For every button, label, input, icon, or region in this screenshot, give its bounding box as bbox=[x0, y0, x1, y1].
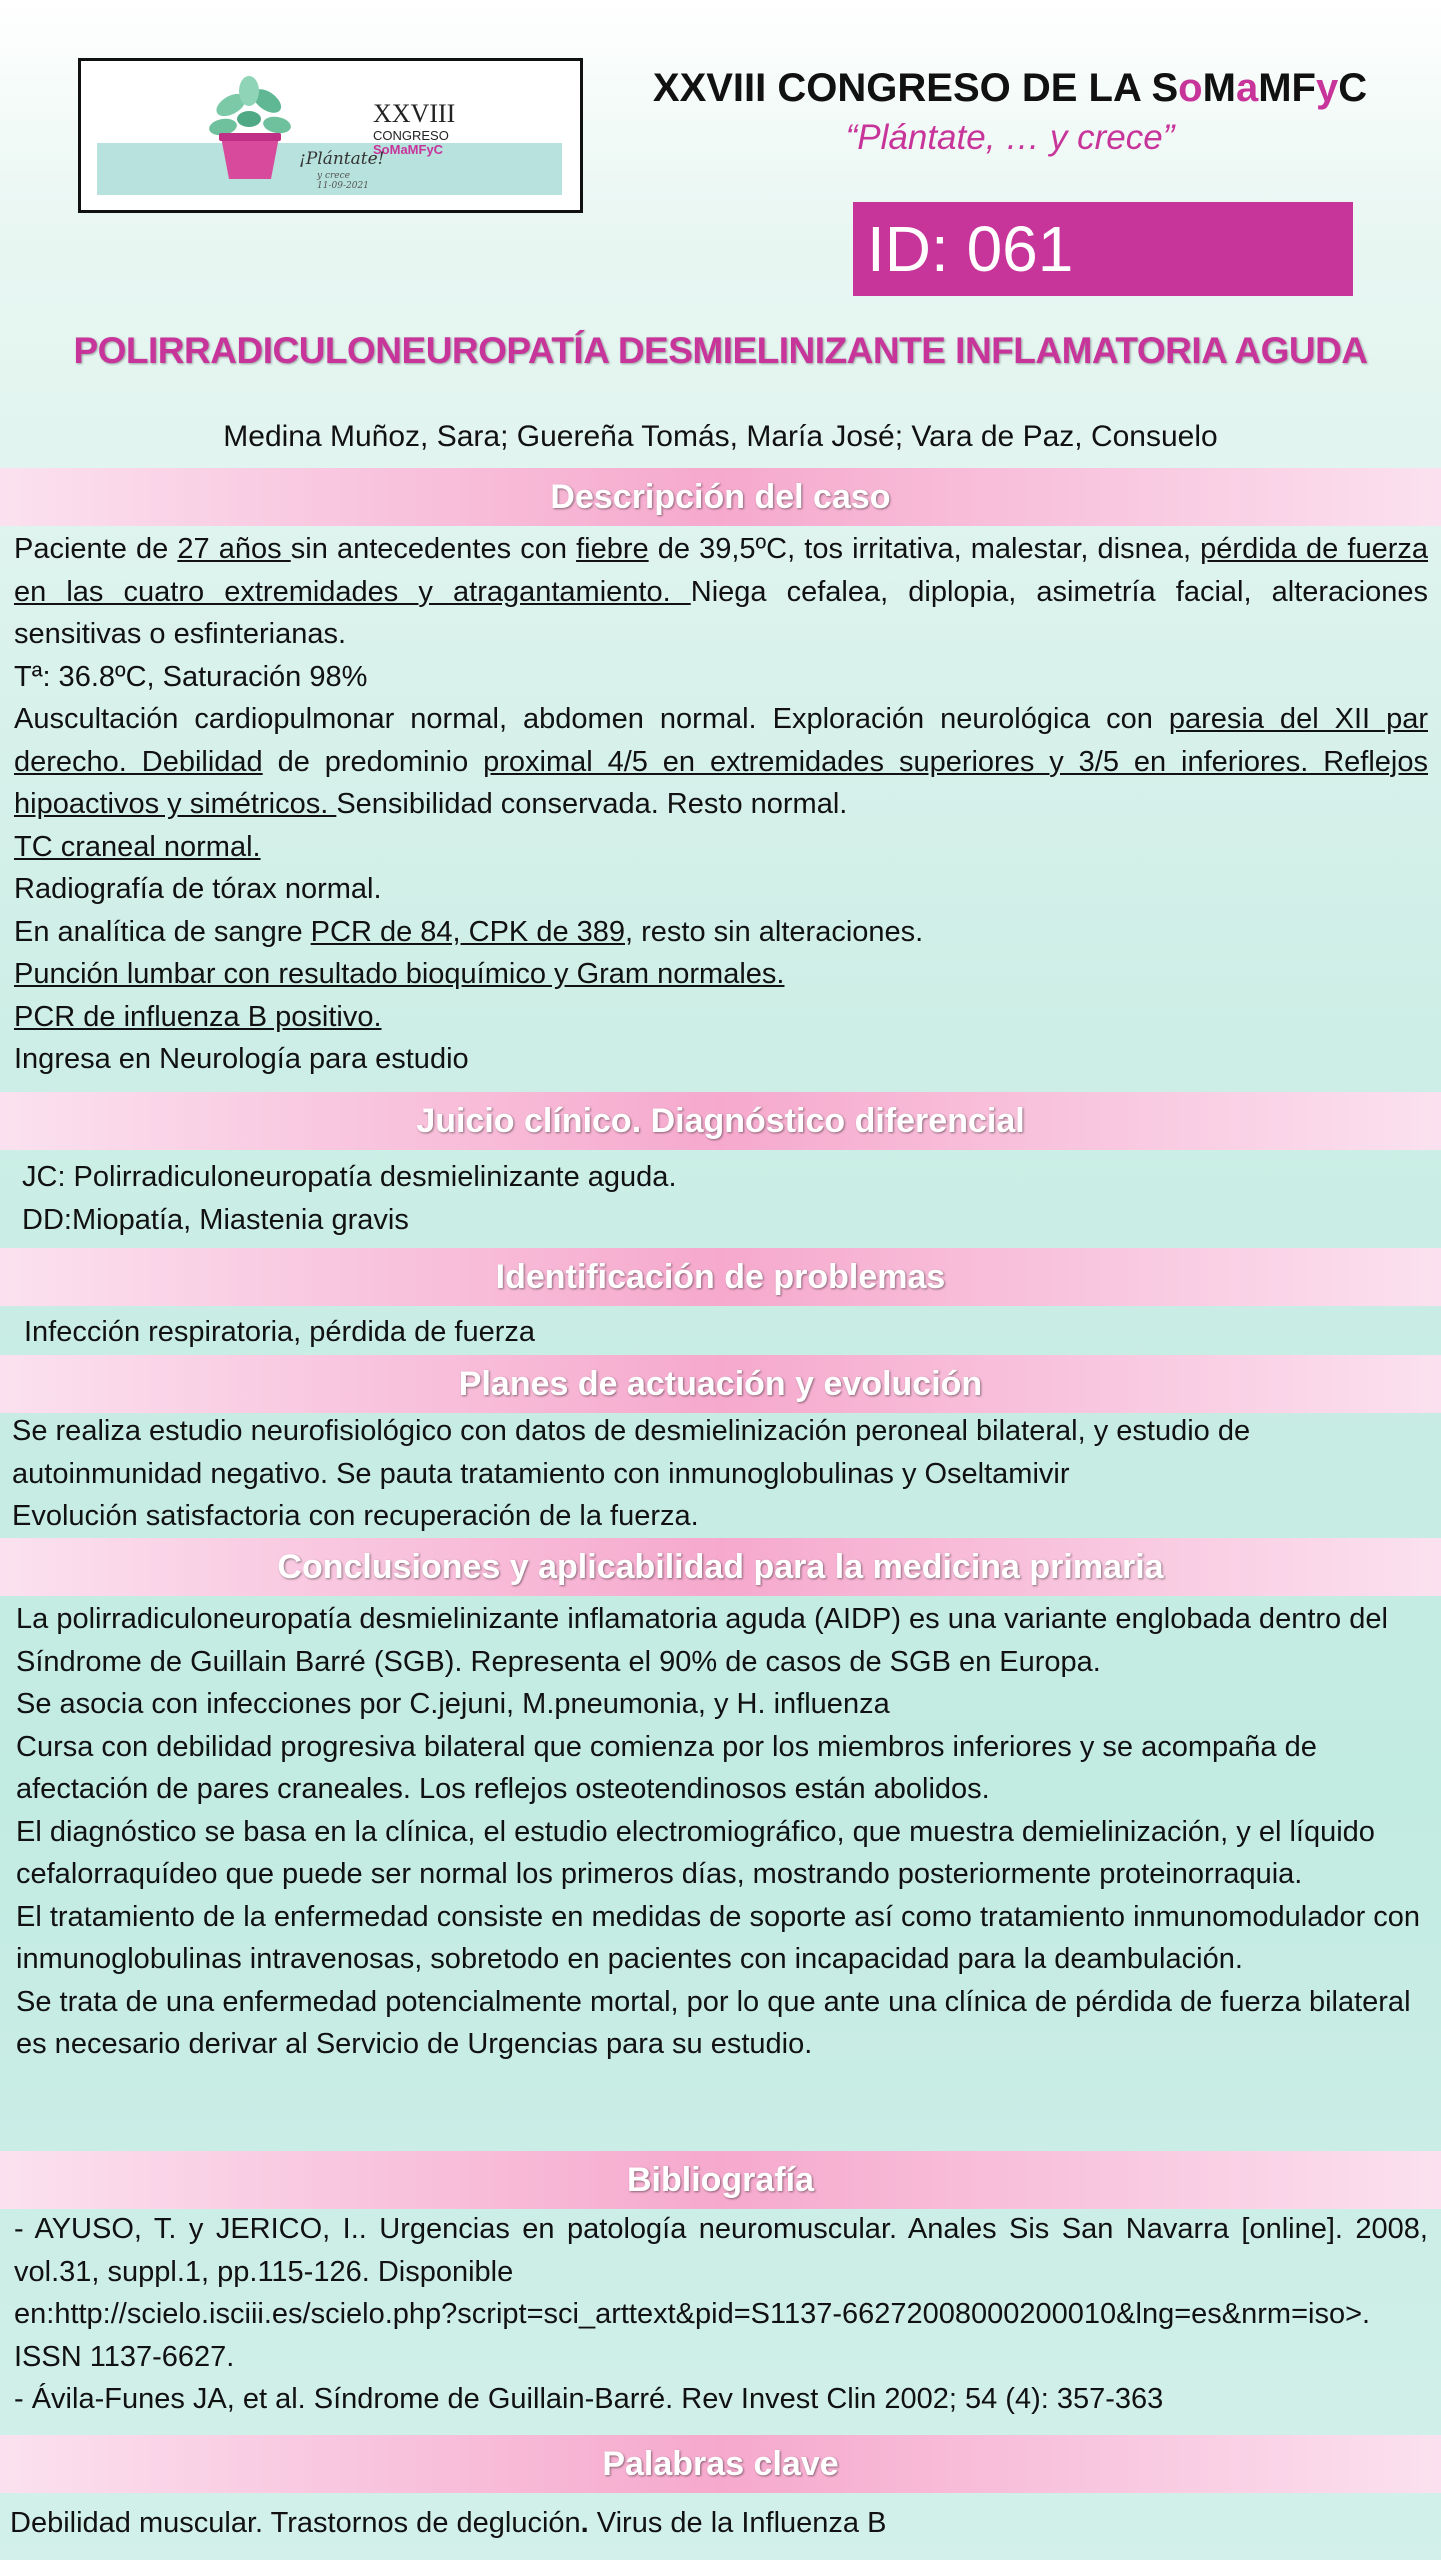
conference-motto: “Plántate, … y crece” bbox=[845, 118, 1175, 157]
section-heading-conclusiones: Conclusiones y aplicabilidad para la medicina primaria bbox=[0, 1538, 1441, 1596]
section-juicio bbox=[22, 1156, 1422, 1241]
section-heading-planes: Planes de actuación y evolución bbox=[0, 1355, 1441, 1413]
poster-id-badge: ID: 061 bbox=[853, 202, 1353, 296]
congress-logo bbox=[78, 58, 583, 213]
section-conclusiones bbox=[16, 1598, 1428, 2066]
planes-evolucion: Evolución satisfactoria con recuperación de la fuerza. bbox=[12, 1500, 699, 1532]
conclusiones-p3: Cursa con debilidad progresiva bilateral que comienza por los miembros inferiores y se acompaña de afectación de pares craneales. Los reflejos osteotendinosos están abolidos. bbox=[16, 1730, 1317, 1805]
section-heading-bibliografia: Bibliografía bbox=[0, 2151, 1441, 2209]
section-identificacion bbox=[24, 1311, 1424, 1354]
bib-ref-2: - Ávila-Funes JA, et al. Síndrome de Guillain-Barré. Rev Invest Clin 2002; 54 (4): 357-363 bbox=[14, 2383, 1164, 2415]
planes-text: Se realiza estudio neurofisiológico con datos de desmielinización peroneal bilateral, y estudio de autoinmunidad negativo. Se pauta tratamiento con inmunoglobulinas y Oseltamivir bbox=[12, 1415, 1251, 1490]
desc-paragraph-1: Paciente de 27 años sin antecedentes con fiebre de 39,5ºC, tos irritativa, malestar, disnea, pérdida de fuerza en las cuatro extremidades y atragantamiento. Niega cefalea, diplopia, asimetría facial, alteraciones sensitivas o esfinterianas. bbox=[14, 533, 1429, 650]
conclusiones-p5: El tratamiento de la enfermedad consiste en medidas de soporte así como tratamiento inmunomodulador con inmunoglobulinas intravenosas, sobretodo en pacientes con incapacidad para la deambulación. bbox=[16, 1900, 1421, 1975]
juicio-dd: DD:Miopatía, Miastenia gravis bbox=[22, 1203, 409, 1236]
plant-pot-icon bbox=[209, 75, 291, 185]
conclusiones-p4: El diagnóstico se basa en la clínica, el estudio electromiográfico, que muestra demielinización, y el líquido cefalorraquídeo que puede ser normal los primeros días, mostrando posteriormente proteinorraquia. bbox=[16, 1815, 1375, 1890]
desc-pcr-influenza: PCR de influenza B positivo. bbox=[14, 1000, 382, 1033]
desc-labs: En analítica de sangre PCR de 84, CPK de 389, resto sin alteraciones. bbox=[14, 915, 924, 948]
bib-ref-1-url: en:http://scielo.isciii.es/scielo.php?script=sci_arttext&pid=S1137-66272008000200010&lng=es&nrm=iso>. ISSN 1137-6627. bbox=[14, 2298, 1371, 2373]
poster-title: POLIRRADICULONEUROPATÍA DESMIELINIZANTE INFLAMATORIA AGUDA bbox=[73, 330, 1368, 371]
palabras-clave-text: Debilidad muscular. Trastornos de deglución. Virus de la Influenza B bbox=[10, 2507, 887, 2539]
conclusiones-p1: La polirradiculoneuropatía desmielinizante inflamatoria aguda (AIDP) es una variante englobada dentro del Síndrome de Guillain Barré (SGB). Representa el 90% de casos de SGB en Europa. bbox=[16, 1603, 1388, 1678]
section-heading-identificacion: Identificación de problemas bbox=[0, 1248, 1441, 1306]
desc-lumbar: Punción lumbar con resultado bioquímico y Gram normales. bbox=[14, 958, 785, 990]
logo-congreso-text: XXVIII CONGRESO SoMaMFyC bbox=[373, 99, 456, 157]
section-heading-descripcion: Descripción del caso bbox=[0, 468, 1441, 526]
desc-xray: Radiografía de tórax normal. bbox=[14, 873, 382, 905]
desc-vitals: Tª: 36.8ºC, Saturación 98% bbox=[14, 660, 368, 693]
section-bibliografia bbox=[14, 2208, 1428, 2421]
identificacion-text: Infección respiratoria, pérdida de fuerza bbox=[24, 1316, 536, 1348]
desc-exploration: Auscultación cardiopulmonar normal, abdomen normal. Exploración neurológica con paresia del XII par derecho. Debilidad de predominio proximal 4/5 en extremidades superiores y 3/5 en inferiores. Reflejos hipoactivos y simétricos. Sensibilidad conservada. Resto normal. bbox=[14, 703, 1429, 820]
authors: Medina Muñoz, Sara; Guereña Tomás, María José; Vara de Paz, Consuelo bbox=[223, 420, 1218, 453]
bib-ref-1: - AYUSO, T. y JERICO, I.. Urgencias en patología neuromuscular. Anales Sis San Navarra [online]. 2008, vol.31, suppl.1, pp.115-126. Disponible bbox=[14, 2213, 1428, 2288]
logo-sub-text: y crece 11-09-2021 bbox=[317, 171, 369, 191]
juicio-jc: JC: Polirradiculoneuropatía desmielinizante aguda. bbox=[22, 1161, 677, 1193]
conclusiones-p2: Se asocia con infecciones por C.jejuni, M.pneumonia, y H. influenza bbox=[16, 1688, 890, 1720]
logo-plantate-text: ¡Plántate! bbox=[299, 149, 385, 169]
section-planes bbox=[12, 1410, 1430, 1538]
section-palabras bbox=[10, 2502, 1430, 2545]
section-heading-palabras: Palabras clave bbox=[0, 2435, 1441, 2493]
conclusiones-p6: Se trata de una enfermedad potencialmente mortal, por lo que ante una clínica de pérdida de fuerza bilateral es necesario derivar al Servicio de Urgencias para su estudio. bbox=[16, 1985, 1411, 2060]
desc-tc: TC craneal normal. bbox=[14, 830, 261, 863]
section-descripcion bbox=[14, 528, 1428, 1081]
conference-title: XXVIII CONGRESO DE LA SoMaMFyC bbox=[652, 66, 1368, 110]
section-heading-juicio: Juicio clínico. Diagnóstico diferencial bbox=[0, 1092, 1441, 1150]
desc-admission: Ingresa en Neurología para estudio bbox=[14, 1043, 469, 1075]
